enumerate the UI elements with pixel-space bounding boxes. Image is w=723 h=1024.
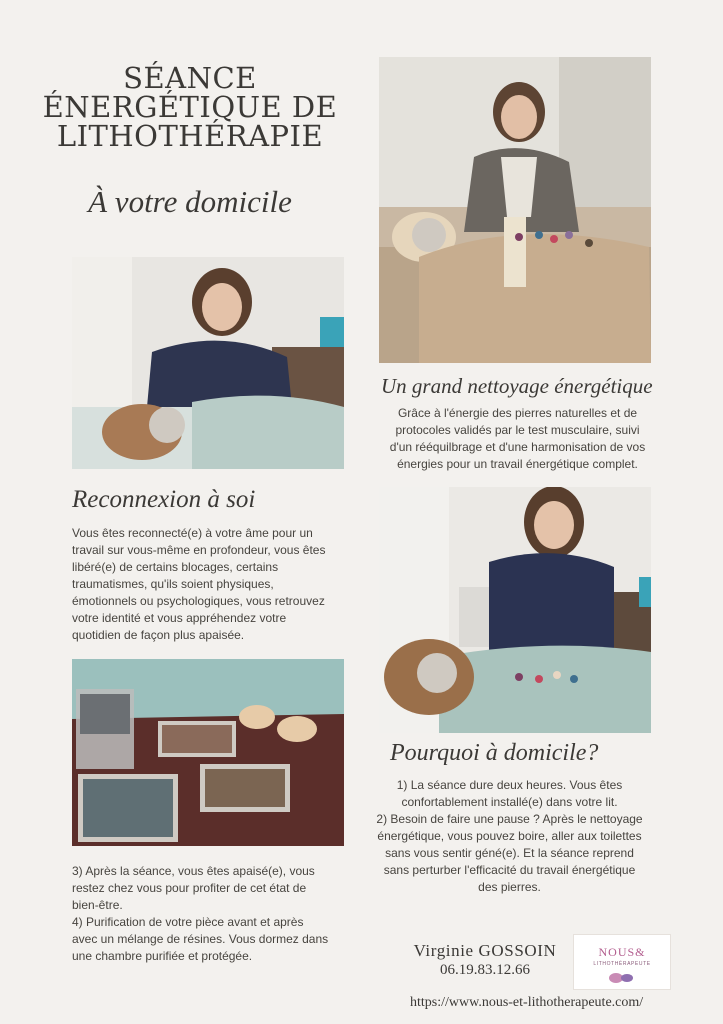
text-reconnexion-line: quotidien de façon plus apaisée.: [72, 628, 245, 642]
text-reconnexion: [72, 525, 362, 644]
title-line-2: ÉNERGÉTIQUE DE: [42, 90, 338, 124]
contact-phone: 06.19.83.12.66: [440, 962, 530, 978]
text-pourquoi-line: sans perturber l'efficacité du travail énergétique: [383, 863, 636, 877]
text-apres-line: 4) Purification de votre pièce avant et après: [72, 915, 304, 929]
text-pourquoi-line: des pierres.: [478, 880, 541, 894]
website-link[interactable]: https://www.nous-et-lithotherapeute.com/: [410, 995, 644, 1010]
title-line-3: LITHOTHÉRAPIE: [56, 119, 324, 153]
heading-nettoyage: Un grand nettoyage énergétique: [381, 374, 653, 398]
text-pourquoi-line: 1) La séance dure deux heures. Vous êtes: [396, 778, 623, 792]
text-apres-line: avec un mélange de résines. Vous dormez dans: [72, 932, 329, 946]
text-apres-line: bien-être.: [72, 898, 123, 912]
text-reconnexion-line: émotionnels ou psychologiques, vous retrouvez: [72, 594, 325, 608]
text-apres-line: restez chez vous pour profiter de cet état de: [72, 881, 307, 895]
text-pourquoi-line: sans vous sentir géné(e). Et la séance reprend: [385, 846, 634, 860]
text-nettoyage-line: Grâce à l'énergie des pierres naturelles et de: [397, 406, 638, 420]
text-pourquoi-line: énergétique, vous pouvez boire, aller aux toilettes: [377, 829, 642, 843]
text-reconnexion-line: Vous êtes reconnecté(e) à votre âme pour un: [72, 526, 313, 540]
text-pourquoi: [362, 777, 657, 896]
logo-sub: LITHOTHÉRAPEUTE: [593, 961, 651, 967]
text-nettoyage-line: protocoles validés par le test musculaire, suivi: [395, 423, 640, 437]
photo-session-right: [379, 487, 651, 733]
heading-pourquoi: Pourquoi à domicile?: [390, 740, 599, 766]
photo-session-left: [72, 257, 344, 469]
text-reconnexion-line: travail sur vous-même en profondeur, vous êtes: [72, 543, 326, 557]
brand-logo: [573, 934, 671, 990]
photo-session-top: [379, 57, 651, 363]
text-apres-line: 3) Après la séance, vous êtes apaisé(e), vous: [72, 864, 315, 878]
text-pourquoi-line: 2) Besoin de faire une pause ? Après le nettoyage: [376, 812, 643, 826]
heading-reconnexion: Reconnexion à soi: [72, 486, 256, 513]
text-apres: [72, 863, 362, 965]
logo-name: NOUS&: [598, 945, 646, 959]
text-apres-line: une chambre purifiée et protégée.: [72, 949, 253, 963]
text-reconnexion-line: libéré(e) de certains blocages, certains: [72, 560, 279, 574]
page-subtitle: À votre domicile: [88, 184, 292, 219]
text-nettoyage: [375, 405, 660, 473]
page-title: [30, 61, 350, 153]
photo-stones: [72, 659, 344, 846]
contact-name: Virginie GOSSOIN: [413, 941, 557, 960]
text-reconnexion-line: traumatismes, qu'ils soient physiques,: [72, 577, 274, 591]
text-reconnexion-line: votre identité et vous appréhendez votre: [72, 611, 287, 625]
title-line-1: SÉANCE: [123, 61, 257, 95]
logo-stones-icon: [602, 970, 642, 984]
text-nettoyage-line: d'un rééquilbrage et d'une harmonisation de vos: [389, 440, 646, 454]
text-pourquoi-line: confortablement installé(e) dans votre lit.: [401, 795, 618, 809]
text-nettoyage-line: énergies pour un travail énergétique complet.: [397, 457, 638, 471]
